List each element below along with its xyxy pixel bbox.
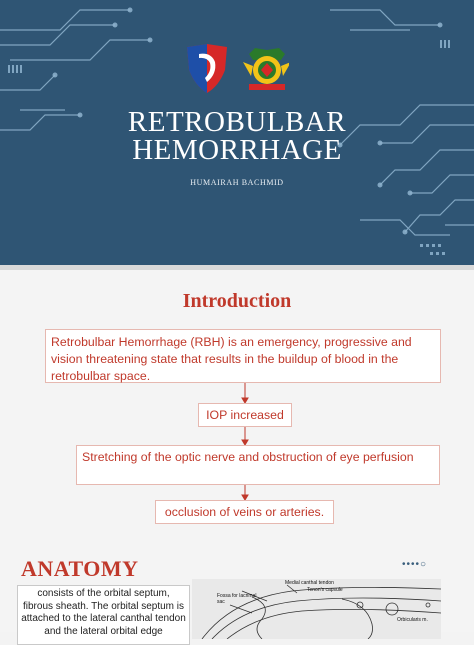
title-line-1: RETROBULBAR [127, 106, 347, 138]
figure-label-fossa: Fossa for lacrimal sac [217, 593, 257, 605]
definition-box: Retrobulbar Hemorrhage (RBH) is an emergency, progressive and vision threatening state that results in the buildup of blood in the retrobulbar space. [45, 329, 441, 383]
figure-label-tenons-capsule: Tenon's capsule [307, 587, 343, 593]
title-line-2: HEMORRHAGE [132, 134, 342, 166]
shield-logo-icon [187, 44, 227, 93]
logos [185, 44, 289, 94]
occlusion-box: occlusion of veins or arteries. [155, 500, 334, 524]
title-slide [0, 0, 474, 265]
figure-label-medial-canthal-tendon: Medial canthal tendon [285, 580, 334, 586]
slide-dots: ••••○ [402, 559, 428, 570]
introduction-slide [0, 270, 474, 637]
figure-label-orbicularis: Orbicularis m. [397, 617, 428, 623]
anatomy-figure [192, 579, 441, 639]
anatomy-heading: ANATOMY [21, 556, 139, 581]
introduction-heading: Introduction [182, 290, 292, 312]
anatomy-text-box: consists of the orbital septum, fibrous sheath. The orbital septum is attached to the lateral canthal tendon and the lateral orbital edge [17, 585, 190, 645]
university-emblem-icon [243, 48, 289, 90]
author-name: HUMAIRAH BACHMID [190, 178, 284, 187]
iop-box: IOP increased [198, 403, 292, 427]
stretching-box: Stretching of the optic nerve and obstruction of eye perfusion [76, 445, 440, 485]
